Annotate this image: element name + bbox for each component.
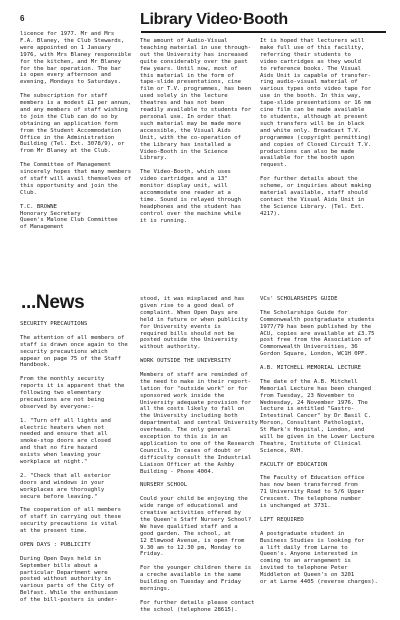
news-column-2 bbox=[140, 296, 265, 620]
paragraph: The attention of all members of staff is drawn once again to the security precautions which appear on page 75 of the Staff Handbook. bbox=[20, 334, 128, 369]
library-column-left bbox=[140, 38, 258, 231]
news-headline: ...News bbox=[21, 292, 85, 313]
page-number: 6 bbox=[20, 14, 25, 23]
paragraph: The Faculty of Education office has now been transferred from 71 University Road to 5/6 Upper Crescent. The telephone number is unchanged at 3731. bbox=[260, 475, 365, 510]
section-heading: VCs' SCHOLARSHIPS GUIDE bbox=[260, 296, 338, 302]
paragraph: For the younger children there is a creche available in the same building on Tuesday and Friday mornings. bbox=[140, 565, 252, 592]
library-column-right bbox=[260, 38, 388, 224]
paragraph: The Committee of Management sincerely hopes that many members of staff will avail themselves of this opportunity and join the Club. bbox=[20, 162, 132, 196]
paragraph: The amount of Audio-Visual teaching material in use through- out the University has increased quite considerably over the past few years. Until now, most of this material in the form of tape-slide presentations, cine film or T.V. programmes, has been used solely in the lecture theatres and has not been readily available to students for personal use. In order that such material may be made more accessible, the Visual Aids Unit, with the co-operation of the Library has installed a Video-Booth in the Science Library. bbox=[140, 38, 252, 162]
paragraph: Members of staff are reminded of the need to make in their report- lation for "outside work" or for sponsored work inside the University adequate provision for all the costs likely to fall on the University including both departmental and central University overheads. The only general exception to this is in an application to one of the Research Councils. In cases of doubt or difficulty consult the Industrial Liaison Officer at the Ashby Building - Phone 4004. bbox=[140, 371, 258, 475]
section-heading: NURSERY SCHOOL bbox=[140, 482, 188, 489]
paragraph: For further details please contact the school (telephone 28615). bbox=[140, 599, 255, 613]
paragraph: A postgraduate student in Business Studies is looking for a lift daily from Larne to Queen's. Anyone interested in coming to an arrangement is invited to telephone Peter Middleton at Queen's on 3201 or at Larne 4405 (reverse charges). bbox=[260, 530, 378, 586]
paragraph: The cooperation of all members of staff in carrying out these security precautions is vital at the present time. bbox=[20, 507, 122, 535]
section-heading: LIFT REQUIRED bbox=[260, 516, 304, 523]
library-video-booth-headline: Library Video·Booth bbox=[140, 11, 288, 28]
paragraph: Could your child be enjoying the wide range of educational and creative activities offered by the Queen's Staff Nursery School? We have qualified staff and a good garden. The school, at 12 Elmwood Avenue, is open from 9.30 am to 12.30 pm, Monday to Friday. bbox=[140, 496, 252, 558]
news-column-1 bbox=[20, 321, 138, 611]
paragraph: The date of the A.B. Mitchell Memorial Lecture has been changed from Tuesday, 23 November to Wednesday, 24 November 1976. The lecture is entitled "Gastro- Intestinal Cancer" by Dr Basil C. Morson, Consultant Pathologist, St Mark's Hospital, London, and will be given in the Lower Lecture Theatre, Institute of Clinical Science, RVH. bbox=[260, 378, 375, 454]
paragraph: The Scholarships Guide for Commonwealth postgraduate students 1977/79 has been published by the ACU, copies are available at £3.75 post free from the Association of Commonwealth Universities, 36 Gordon Square, London, WC1H 0PF. bbox=[260, 309, 375, 358]
paragraph: It is hoped that lecturers will make full use of this facility, referring their students to video cartridges as they would to reference books. The Visual Aids Unit is capable of transfer- ring audio-visual material of various types onto video tape for use in the booth. In this way, tape-slide presentations or 16 mm cine film can be made available to students, although at present such transfers will be in black and white only. Broadcast T.V. programmes (copyright permitting) and copies of Closed Circuit T.V. productions can also be made available for the booth upon request. bbox=[260, 38, 372, 169]
section-heading: WORK OUTSIDE THE UNIVERSITY bbox=[140, 358, 231, 365]
section-heading: A.B. MITCHELL MEMORIAL LECTURE bbox=[260, 365, 362, 372]
paragraph: The subscription for staff members is a modest £1 per annum, and any members of staff wishing to join the Club can do so by obtaining an application form from the Student Accommodation Office in the Administration Building (Tel. Ext. 3078/9), or from Mr Blaney at the Club. bbox=[20, 93, 132, 155]
club-article-column bbox=[20, 31, 132, 238]
list-item: 2. "Check that all exterior doors and windows in your workplaces are thoroughly secure before leaving." bbox=[20, 472, 111, 500]
paragraph: For further details about the scheme, or inquiries about making material available, staff should contact the Visual Aids Unit in the Science Library. (Tel. Ext. 4217). bbox=[260, 176, 372, 217]
headline-rule bbox=[141, 31, 386, 33]
list-item: 1. "Turn off all lights and electric heaters when not needed and ensure that all smoke-stop doors are closed and that no fire hazard exists when leaving your workplace at night." bbox=[20, 417, 111, 466]
news-column-3 bbox=[260, 296, 390, 593]
paragraph: licence for 1977. Mr and Mrs F.A. Blaney, the Club Stewards, were appointed on 1 January 1976, with Mrs Blaney responsible for the kitchen, and Mr Blaney for the bar operation. The bar is open every afternoon and evening, Mondays to Saturdays. bbox=[20, 31, 132, 86]
paragraph: stood, it was misplaced and has given rise to a good deal of complaint. When Open Days are held in future or when publicity for University events is required bills should not be posted outside the University without authority. bbox=[140, 296, 248, 351]
section-heading: FACULTY OF EDUCATION bbox=[260, 461, 328, 468]
paragraph: During Open Days held in September bills about a particular Department were posted without authority in various parts of the City of Belfast. While the enthusiasm of the bill-posters is under- bbox=[20, 555, 118, 604]
section-heading: SECURITY PRECAUTIONS bbox=[20, 321, 88, 327]
signature-block: T.C. BROWNE Honorary Secretary Queen's Malone Club Committee of Management bbox=[20, 203, 118, 231]
section-heading: OPEN DAYS : PUBLICITY bbox=[20, 541, 91, 548]
paragraph: From the monthly security reports it is apparent that the following two elementary precautions are not being observed by everyone:- bbox=[20, 376, 125, 410]
paragraph: The Video-Booth, which uses video cartridges and a 13" monitor display unit, will accommodate one reader at a time. Sound is relayed through headphones and the student has control over the machine while it is running. bbox=[140, 169, 242, 224]
